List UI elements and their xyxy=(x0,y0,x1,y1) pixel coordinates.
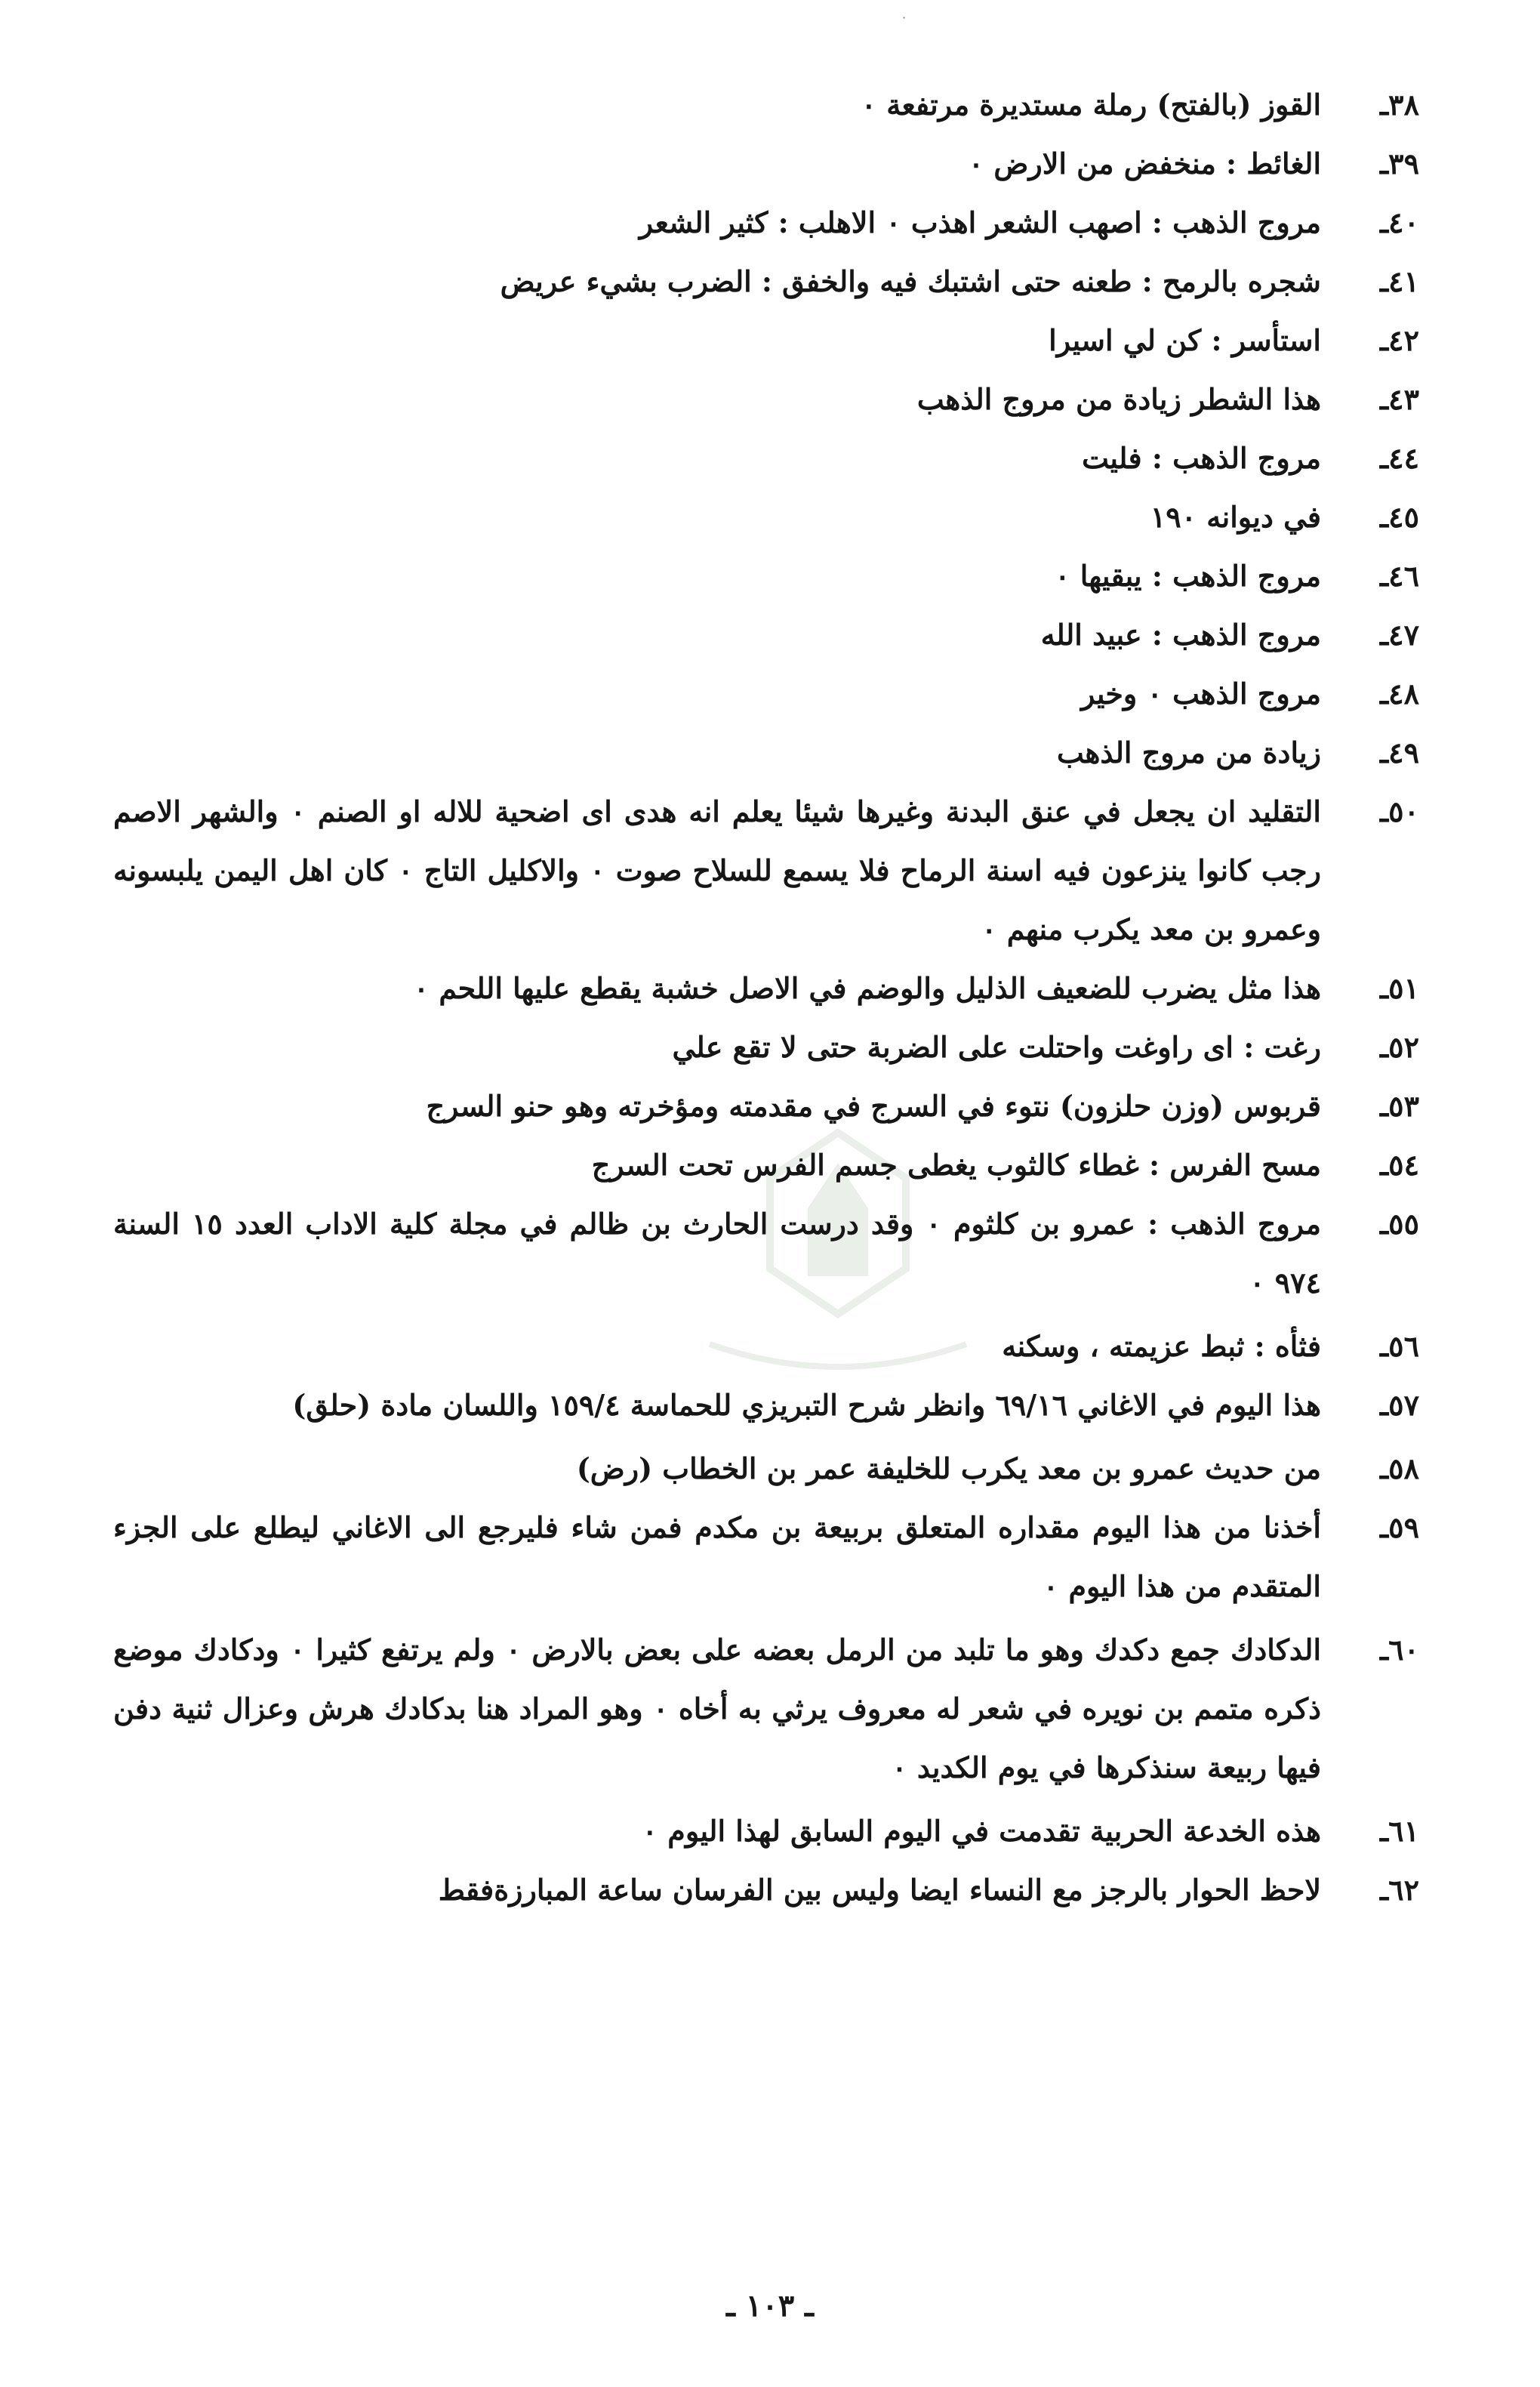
footnote-number: ٣٨ـ xyxy=(1380,88,1419,122)
footnote-item xyxy=(113,1439,1419,1498)
footnote-text: هذا مثل يضرب للضعيف الذليل والوضم في الاصل خشبة يقطع عليها اللحم ٠ xyxy=(413,971,1321,1005)
footnote-text: هذا اليوم في الاغاني ٦٩/١٦ وانظر شرح التبريزي للحماسة ١٥٩/٤ واللسان مادة (حلق) xyxy=(292,1388,1321,1422)
footnote-number: ٤٧ـ xyxy=(1380,618,1419,652)
footnote-text: مروج الذهب : عبيد الله xyxy=(1040,618,1321,652)
footnote-text: مروج الذهب : اصهب الشعر اهذب ٠ الاهلب : كثير الشعر xyxy=(639,205,1321,239)
footnote-number: ٤٨ـ xyxy=(1380,677,1419,711)
page-number: ـ ١٠٣ ـ xyxy=(726,2288,814,2324)
footnote-number: ٥٤ـ xyxy=(1380,1148,1419,1182)
footnote-item xyxy=(113,193,1419,252)
footnote-number: ٤٩ـ xyxy=(1380,736,1419,769)
footnote-text: هذه الخدعة الحربية تقدمت في اليوم السابق لهذا اليوم ٠ xyxy=(642,1814,1321,1848)
footnote-number: ٤١ـ xyxy=(1380,264,1419,298)
footnote-item xyxy=(113,252,1419,311)
footnote-text: القوز (بالفتح) رملة مستديرة مرتفعة ٠ xyxy=(861,88,1321,122)
footnote-text: فثأه : ثبط عزيمته ، وسكنه xyxy=(1002,1329,1321,1363)
footnote-item xyxy=(113,1136,1419,1195)
footnote-item xyxy=(113,606,1419,665)
footnote-text: مروج الذهب : يبقيها ٠ xyxy=(1055,559,1321,593)
footnote-text: لاحظ الحوار بالرجز مع النساء ايضا وليس بين الفرسان ساعة المبارزةفقط xyxy=(438,1873,1321,1907)
footnote-text: من حديث عمرو بن معد يكرب للخليفة عمر بن الخطاب (رض) xyxy=(576,1451,1321,1485)
footnote-text: مروج الذهب : عمرو بن كلثوم ٠ وقد درست الحارث بن ظالم في مجلة كلية الاداب العدد ١٥ السنة ٩٧٤ ٠ xyxy=(113,1207,1322,1300)
footnote-item xyxy=(113,488,1419,547)
footnote-item xyxy=(113,429,1419,488)
footnote-item xyxy=(113,1498,1419,1616)
footnote-number: ٥٨ـ xyxy=(1380,1451,1419,1485)
footnote-text: في ديوانه ١٩٠ xyxy=(1150,500,1321,534)
footnote-item xyxy=(113,782,1419,959)
footnote-text: هذا الشطر زيادة من مروج الذهب xyxy=(916,382,1321,416)
footnote-text: شجره بالرمح : طعنه حتى اشتبك فيه والخفق : الضرب بشيء عريض xyxy=(500,264,1321,298)
footnote-text: رغت : اى راوغت واحتلت على الضربة حتى لا تقع علي xyxy=(672,1030,1321,1064)
footnote-item xyxy=(113,1317,1419,1376)
footnote-item xyxy=(113,1077,1419,1136)
footnote-number: ٦٢ـ xyxy=(1380,1873,1419,1907)
footnote-item xyxy=(113,723,1419,782)
footnote-number: ٥١ـ xyxy=(1380,971,1419,1005)
footnote-item xyxy=(113,1195,1419,1312)
footnote-number: ٥٠ـ xyxy=(1380,794,1419,828)
footnote-item xyxy=(113,959,1419,1018)
footnote-number: ٤٢ـ xyxy=(1380,323,1419,357)
footnote-item xyxy=(113,134,1419,193)
footnote-number: ٣٩ـ xyxy=(1380,146,1419,180)
footnote-item xyxy=(113,370,1419,429)
footnote-item xyxy=(113,1018,1419,1077)
footnote-number: ٥٦ـ xyxy=(1380,1329,1419,1363)
footnote-text: الغائط : منخفض من الارض ٠ xyxy=(968,146,1321,180)
footnote-number: ٥٩ـ xyxy=(1380,1510,1419,1544)
footnote-item xyxy=(113,547,1419,606)
footnote-item xyxy=(113,1861,1419,1920)
header-mark: · xyxy=(902,11,907,25)
footnote-number: ٤٥ـ xyxy=(1380,500,1419,534)
footnote-text: قربوس (وزن حلزون) نتوء في السرج في مقدمته ومؤخرته وهو حنو السرج xyxy=(426,1089,1321,1123)
footnote-item xyxy=(113,1621,1419,1797)
footnote-text: أخذنا من هذا اليوم مقداره المتعلق بربيعة بن مكدم فمن شاء فليرجع الى الاغاني ليطلع على الجزء المتقدم من هذا اليوم ٠ xyxy=(113,1510,1321,1603)
footnote-text: زيادة من مروج الذهب xyxy=(1057,736,1321,769)
footnote-text: استأسر : كن لي اسيرا xyxy=(1049,323,1321,357)
footnote-text: مروج الذهب ٠ وخير xyxy=(1080,677,1321,711)
footnote-item xyxy=(113,76,1419,134)
footnote-number: ٤٤ـ xyxy=(1380,441,1419,475)
footnote-text: التقليد ان يجعل في عنق البدنة وغيرها شيئا يعلم انه هدى اى اضحية للاله او الصنم ٠ والشهر الاصم رجب كانوا ينزعون فيه اسنة الرماح فلا يسمع للسلاح صوت ٠ والاكليل التاج ٠ كان اهل اليمن يلبسونه وعمرو بن معد يكرب منهم ٠ xyxy=(113,794,1321,946)
footnote-number: ٥٢ـ xyxy=(1380,1030,1419,1064)
footnotes-page xyxy=(113,76,1419,2281)
footnote-text: الدكادك جمع دكدك وهو ما تلبد من الرمل بعضه على بعض بالارض ٠ ولم يرتفع كثيرا ٠ ودكادك موضع ذكره متمم بن نويره في شعر له معروف يرثي به أخاه ٠ وهو المراد هنا بدكادك هرش وعزال ثنية دفن فيها ربيعة سنذكرها في يوم الكديد ٠ xyxy=(113,1633,1321,1784)
footnote-item xyxy=(113,665,1419,723)
footnote-item xyxy=(113,1376,1419,1435)
footnote-number: ٤٣ـ xyxy=(1380,382,1419,416)
footnote-number: ٦٠ـ xyxy=(1380,1633,1419,1667)
footnote-number: ٥٧ـ xyxy=(1380,1388,1419,1422)
footnote-number: ٤٦ـ xyxy=(1380,559,1419,593)
footnote-number: ٥٥ـ xyxy=(1380,1207,1419,1241)
footnote-number: ٤٠ـ xyxy=(1380,205,1419,239)
footnote-text: مسح الفرس : غطاء كالثوب يغطى جسم الفرس تحت السرج xyxy=(591,1148,1321,1182)
footnote-item xyxy=(113,1802,1419,1861)
footnote-text: مروج الذهب : فليت xyxy=(1082,441,1321,475)
footnote-item xyxy=(113,311,1419,370)
footnote-number: ٥٣ـ xyxy=(1380,1089,1419,1123)
footnote-number: ٦١ـ xyxy=(1380,1814,1419,1848)
